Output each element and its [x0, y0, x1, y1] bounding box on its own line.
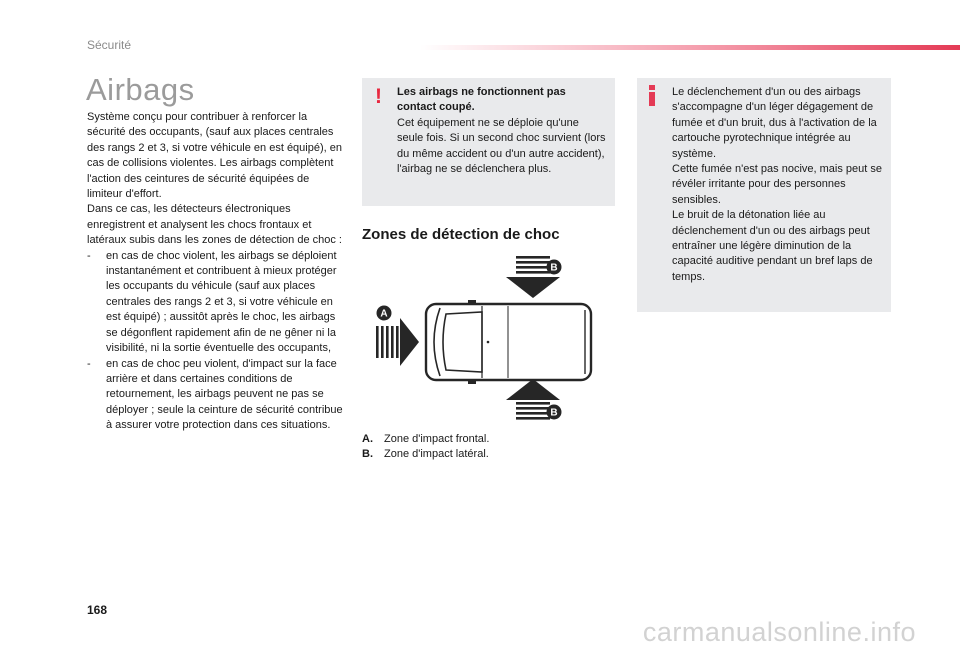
section-label: Sécurité — [87, 38, 132, 52]
bullet-item — [87, 249, 347, 357]
frontal-impact-arrow — [376, 318, 419, 366]
bullet-text: en cas de choc peu violent, d'impact sur la face arrière et dans certaines conditions de retournement, les airbags peuvent ne pas se déployer ; seule la ceinture de sécurité contribue à assurer votre protection dans ces situations. — [106, 357, 343, 432]
zones-legend — [362, 432, 489, 463]
warning-box — [362, 78, 615, 206]
intro-text — [87, 110, 347, 434]
impact-zones-diagram — [370, 250, 600, 430]
info-box — [637, 78, 891, 312]
info-text — [672, 85, 882, 285]
info-paragraph-1: Le déclenchement d'un ou des airbags s'accompagne d'un léger dégagement de fumée et d'un bruit, dus à l'activation de la cartouche pyrotechnique intégrée au système. — [672, 86, 877, 160]
warning-icon: ! — [375, 85, 382, 108]
bullet-item — [87, 357, 347, 434]
legend-text: Zone d'impact frontal. — [384, 433, 490, 445]
zones-title: Zones de détection de choc — [362, 226, 560, 243]
van-top-view — [426, 300, 591, 384]
warning-title: Les airbags ne fonctionnent pas contact coupé. — [397, 86, 566, 114]
header-accent-line — [420, 45, 960, 50]
legend-text: Zone d'impact latéral. — [384, 448, 489, 461]
bullet-dash: - — [87, 357, 91, 370]
info-paragraph-2: Cette fumée n'est pas nocive, mais peut se révéler irritante pour des personnes sensibles. — [672, 163, 882, 206]
intro-paragraph-2: Dans ce cas, les détecteurs électroniques enregistrent et analysent les chocs frontaux et latéraux subis dans les zones de détection de choc : — [87, 203, 342, 247]
badge-b-top: B — [550, 262, 558, 274]
bullet-text: en cas de choc violent, les airbags se déploient instantanément et contribuent à mieux protéger les occupants du véhicule (sauf aux places centrales des rangs 2 et 3, si votre véhicule en est équipé) ; aussitôt après le choc, les airbags se dégonflent rapidement afin de ne gêner ni la visibilité, ni la sortie éventuelle des occupants, — [106, 249, 337, 355]
page-number: 168 — [87, 603, 108, 617]
watermark: carmanualsonline.info — [642, 617, 916, 647]
warning-text — [397, 85, 606, 177]
warning-body: Cet équipement ne se déploie qu'une seule fois. Si un second choc survient (lors du même accident ou d'un autre accident), l'airbag ne se déclenchera plus. — [397, 116, 606, 176]
intro-paragraph-1: Système conçu pour contribuer à renforcer la sécurité des occupants, (sauf aux places centrales des rangs 2 et 3, si votre véhicule en est équipé), en cas de collisions violentes. Les airbags complètent l'action des ceintures de sécurité équipées de limiteur d'effort. — [87, 111, 342, 201]
badge-a: A — [380, 308, 388, 320]
badge-b-bottom: B — [550, 407, 558, 419]
page-title: Airbags — [86, 72, 195, 107]
legend-key: A. — [362, 433, 373, 445]
legend-row — [362, 447, 489, 462]
legend-row — [362, 432, 489, 447]
info-paragraph-3: Le bruit de la détonation liée au déclenchement d'un ou des airbags peut entraîner une légère diminution de la capacité auditive pendant un bref laps de temps. — [672, 209, 873, 283]
bullet-dash: - — [87, 249, 91, 262]
info-icon — [648, 85, 656, 105]
legend-key: B. — [362, 448, 373, 461]
